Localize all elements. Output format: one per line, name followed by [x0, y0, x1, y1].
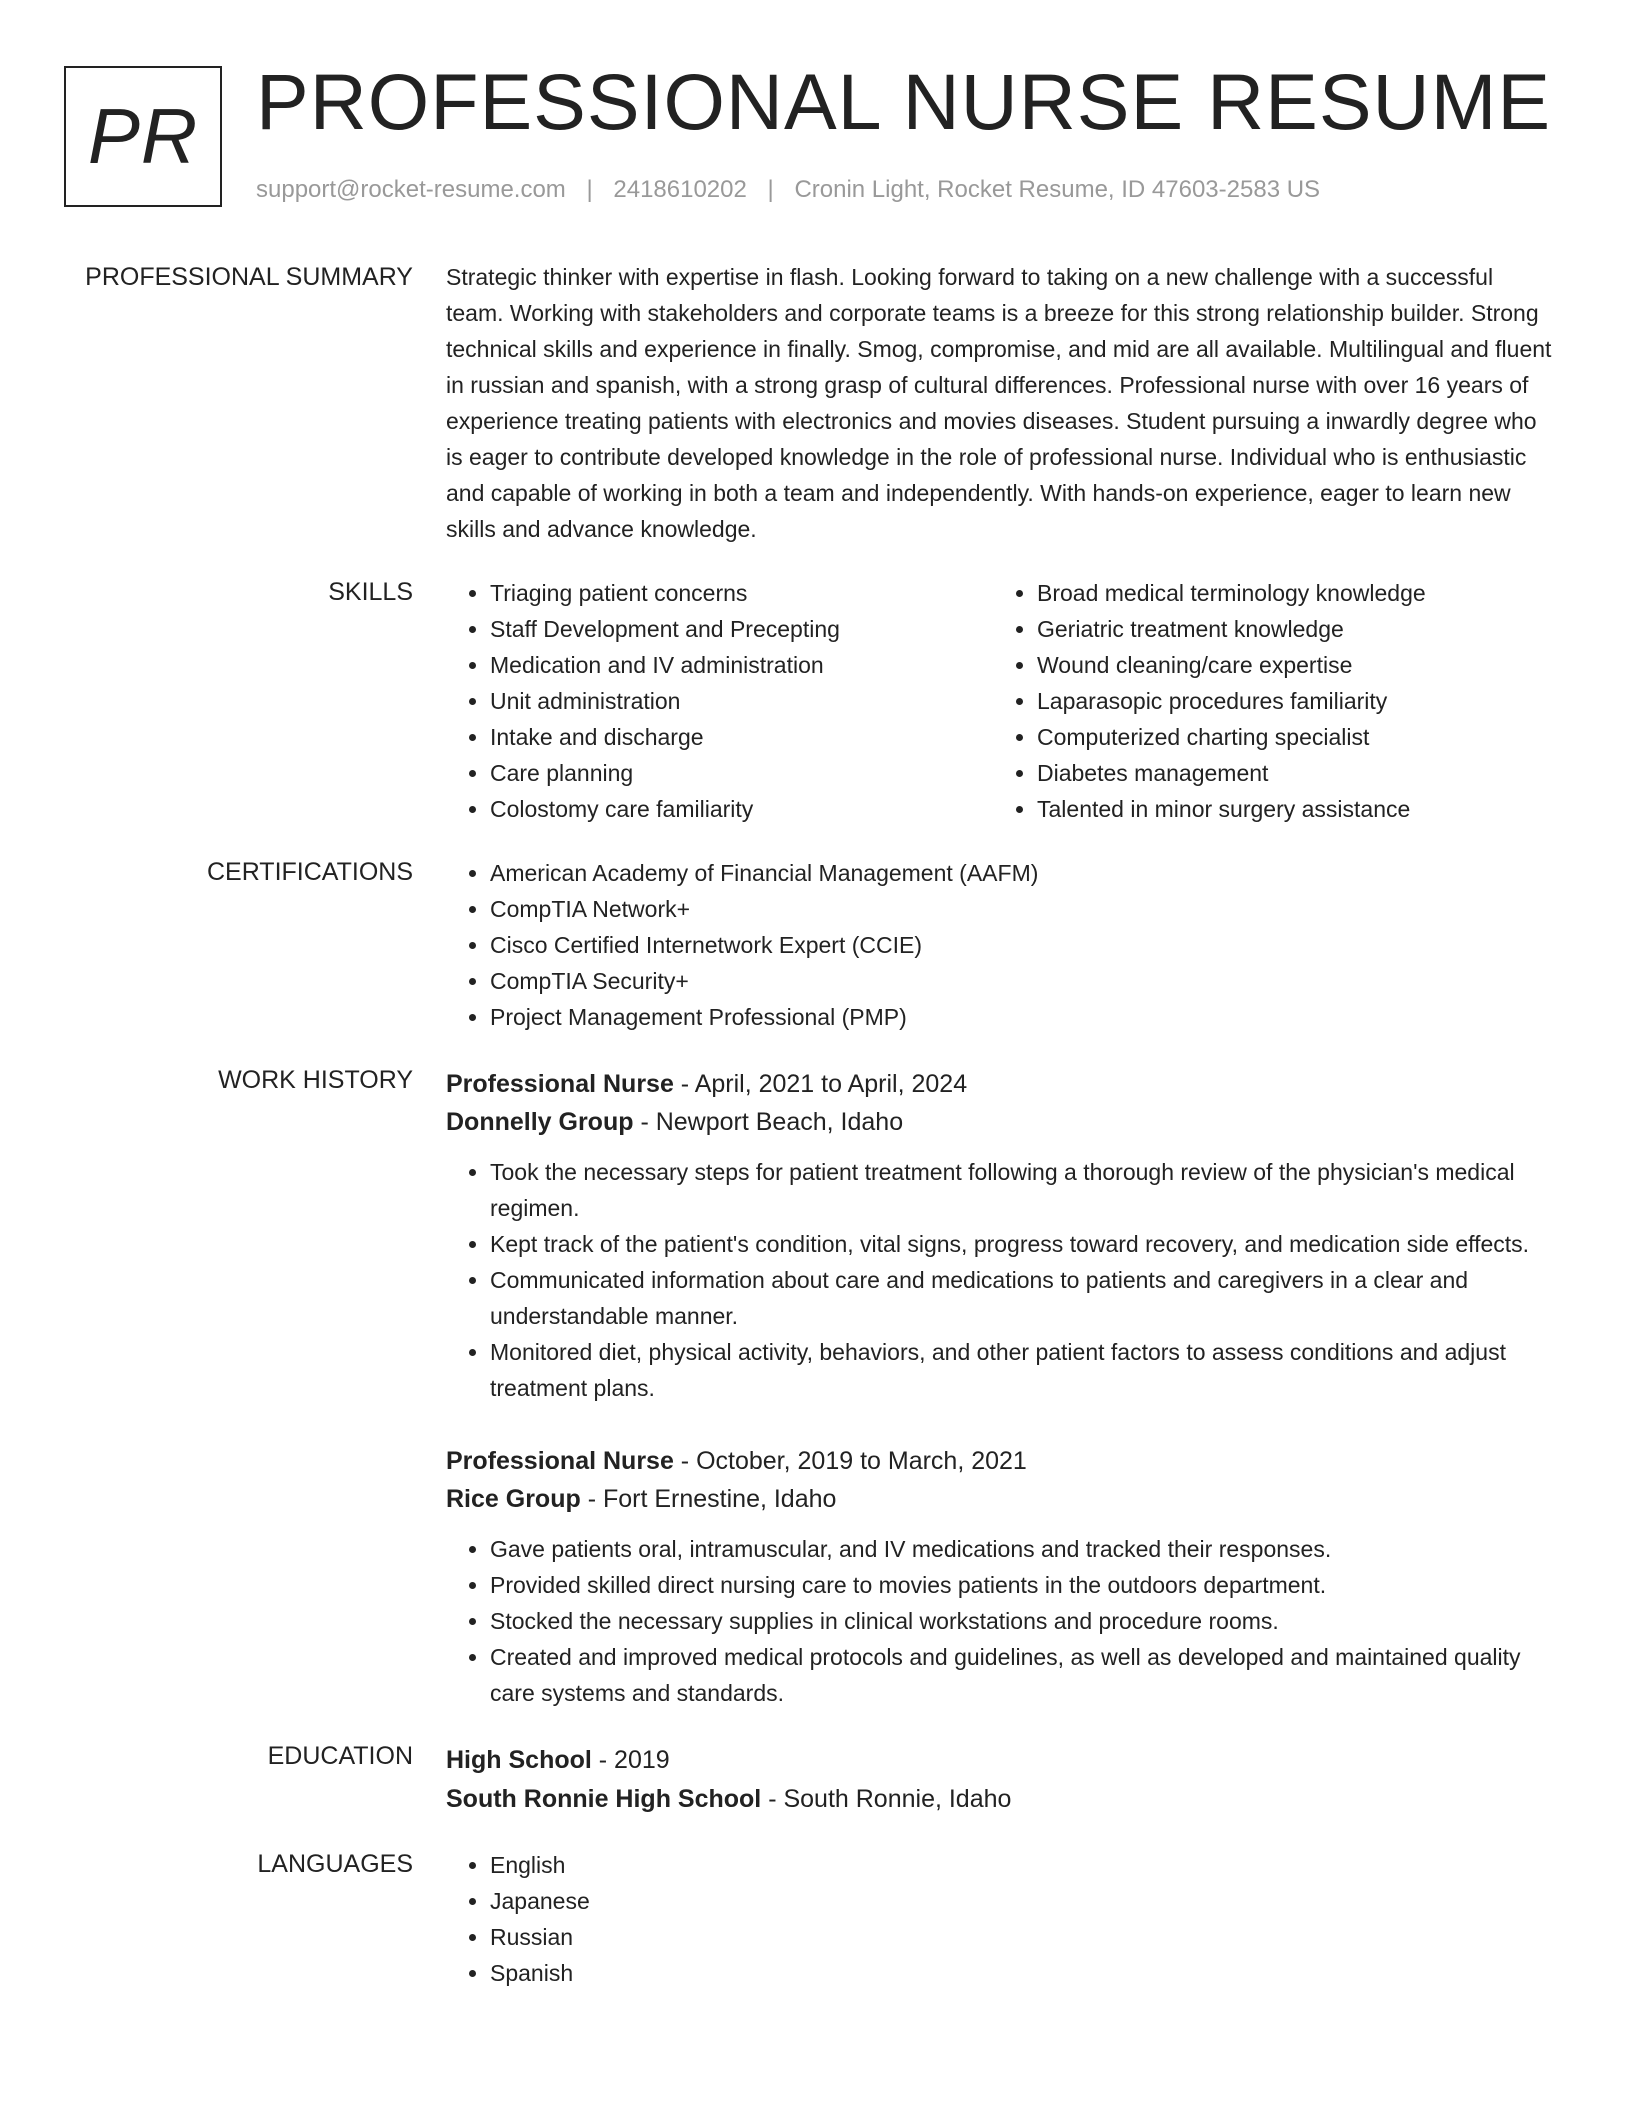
list-item: • CompTIA Security+ [490, 963, 1556, 999]
list-item: • Russian [490, 1919, 1556, 1955]
section-languages [0, 1849, 1632, 1991]
education-year: - 2019 [591, 1746, 670, 1774]
list-item: • Took the necessary steps for patient treatment following a thorough review of the physician's medical regimen. [490, 1154, 1556, 1226]
summary-text: Strategic thinker with expertise in flash. Looking forward to taking on a new challenge with a successful team. Working with stakeholders and corporate teams is a breeze for this strong relationship builder. Strong technical skills and experience in finally. Smog, compromise, and mid are all available. Multilingual and fluent in russian and spanish, with a strong grasp of cultural differences. Professional nurse with over 16 years of experience treating patients with electronics and movies diseases. Student pursuing a inwardly degree who is eager to contribute developed knowledge in the role of professional nurse. Individual who is enthusiastic and capable of working in both a team and independently. With hands-on experience, eager to learn new skills and advance knowledge. [446, 264, 1552, 542]
list-item: • Kept track of the patient's condition, vital signs, progress toward recovery, and medication side effects. [490, 1226, 1556, 1262]
list-item: • Gave patients oral, intramuscular, and IV medications and tracked their responses. [490, 1531, 1556, 1567]
list-item: • Spanish [490, 1955, 1556, 1991]
contact-address: Cronin Light, Rocket Resume, ID 47603-2583 US [794, 176, 1321, 203]
skills-list-left [446, 575, 993, 827]
section-content [446, 262, 1556, 547]
section-label: CERTIFICATIONS [206, 858, 413, 886]
contact-email: support@rocket-resume.com [256, 176, 566, 203]
monogram-text: PR [87, 92, 199, 180]
job-title-line [446, 1442, 1556, 1480]
education-degree-line [446, 1741, 1556, 1780]
list-item: • Triaging patient concerns [490, 575, 993, 611]
education-school-line [446, 1780, 1556, 1819]
section-label: EDUCATION [267, 1742, 413, 1770]
list-item: • Staff Development and Precepting [490, 611, 993, 647]
list-item: • Diabetes management [1037, 755, 1540, 791]
list-item: • Medication and IV administration [490, 647, 993, 683]
section-content [446, 1065, 1556, 1711]
section-content [446, 1741, 1556, 1819]
company-location: - Fort Ernestine, Idaho [580, 1485, 837, 1513]
list-item: • Provided skilled direct nursing care to movies patients in the outdoors department. [490, 1567, 1556, 1603]
resume-title: PROFESSIONAL NURSE RESUME [256, 57, 1552, 146]
section-summary [0, 262, 1632, 547]
contact-line [256, 176, 1320, 204]
education-degree: High School [446, 1746, 592, 1774]
list-item: • English [490, 1847, 1556, 1883]
job-dates: - April, 2021 to April, 2024 [673, 1070, 968, 1098]
list-item: • Care planning [490, 755, 993, 791]
section-label: WORK HISTORY [218, 1066, 413, 1094]
resume-body [0, 262, 1632, 2021]
list-item: • Unit administration [490, 683, 993, 719]
section-content [446, 1849, 1556, 1991]
job-entry [446, 1065, 1556, 1406]
list-item: • Stocked the necessary supplies in clinical workstations and procedure rooms. [490, 1603, 1556, 1639]
job-title: Professional Nurse [446, 1447, 674, 1475]
section-label: LANGUAGES [257, 1850, 413, 1878]
list-item: • Japanese [490, 1883, 1556, 1919]
list-item: • Geriatric treatment knowledge [1037, 611, 1540, 647]
company-line [446, 1480, 1556, 1518]
list-item: • Laparasopic procedures familiarity [1037, 683, 1540, 719]
list-item: • Intake and discharge [490, 719, 993, 755]
job-dates: - October, 2019 to March, 2021 [673, 1447, 1027, 1475]
skills-list-right [993, 575, 1540, 827]
job-title: Professional Nurse [446, 1070, 674, 1098]
list-item: • Colostomy care familiarity [490, 791, 993, 827]
job-bullets [446, 1154, 1556, 1406]
list-item: • Cisco Certified Internetwork Expert (CCIE) [490, 927, 1556, 963]
section-content [446, 577, 1556, 827]
job-title-line [446, 1065, 1556, 1103]
list-item: • Talented in minor surgery assistance [1037, 791, 1540, 827]
section-label: PROFESSIONAL SUMMARY [85, 263, 413, 291]
contact-separator: | [586, 176, 593, 203]
list-item: • CompTIA Network+ [490, 891, 1556, 927]
company-line [446, 1103, 1556, 1141]
contact-phone: 2418610202 [613, 176, 747, 203]
job-entry [446, 1442, 1556, 1711]
list-item: • Project Management Professional (PMP) [490, 999, 1556, 1035]
list-item: • Computerized charting specialist [1037, 719, 1540, 755]
section-certifications [0, 857, 1632, 1035]
contact-separator: | [767, 176, 774, 203]
list-item: • Monitored diet, physical activity, behaviors, and other patient factors to assess conditions and adjust treatment plans. [490, 1334, 1556, 1406]
list-item: • Wound cleaning/care expertise [1037, 647, 1540, 683]
list-item: • Created and improved medical protocols and guidelines, as well as developed and maintained quality care systems and standards. [490, 1639, 1556, 1711]
list-item: • Communicated information about care and medications to patients and caregivers in a clear and understandable manner. [490, 1262, 1556, 1334]
languages-list [446, 1847, 1556, 1991]
company-location: - Newport Beach, Idaho [633, 1108, 904, 1136]
certifications-list [446, 855, 1556, 1035]
monogram-badge [64, 66, 222, 207]
section-skills [0, 577, 1632, 827]
list-item: • American Academy of Financial Management (AAFM) [490, 855, 1556, 891]
job-bullets [446, 1531, 1556, 1711]
company-name: Rice Group [446, 1485, 581, 1513]
company-name: Donnelly Group [446, 1108, 634, 1136]
section-work-history [0, 1065, 1632, 1711]
list-item: • Broad medical terminology knowledge [1037, 575, 1540, 611]
section-label: SKILLS [328, 578, 413, 606]
education-location: - South Ronnie, Idaho [761, 1785, 1012, 1813]
section-content [446, 857, 1556, 1035]
section-education [0, 1741, 1632, 1819]
education-school: South Ronnie High School [446, 1785, 762, 1813]
